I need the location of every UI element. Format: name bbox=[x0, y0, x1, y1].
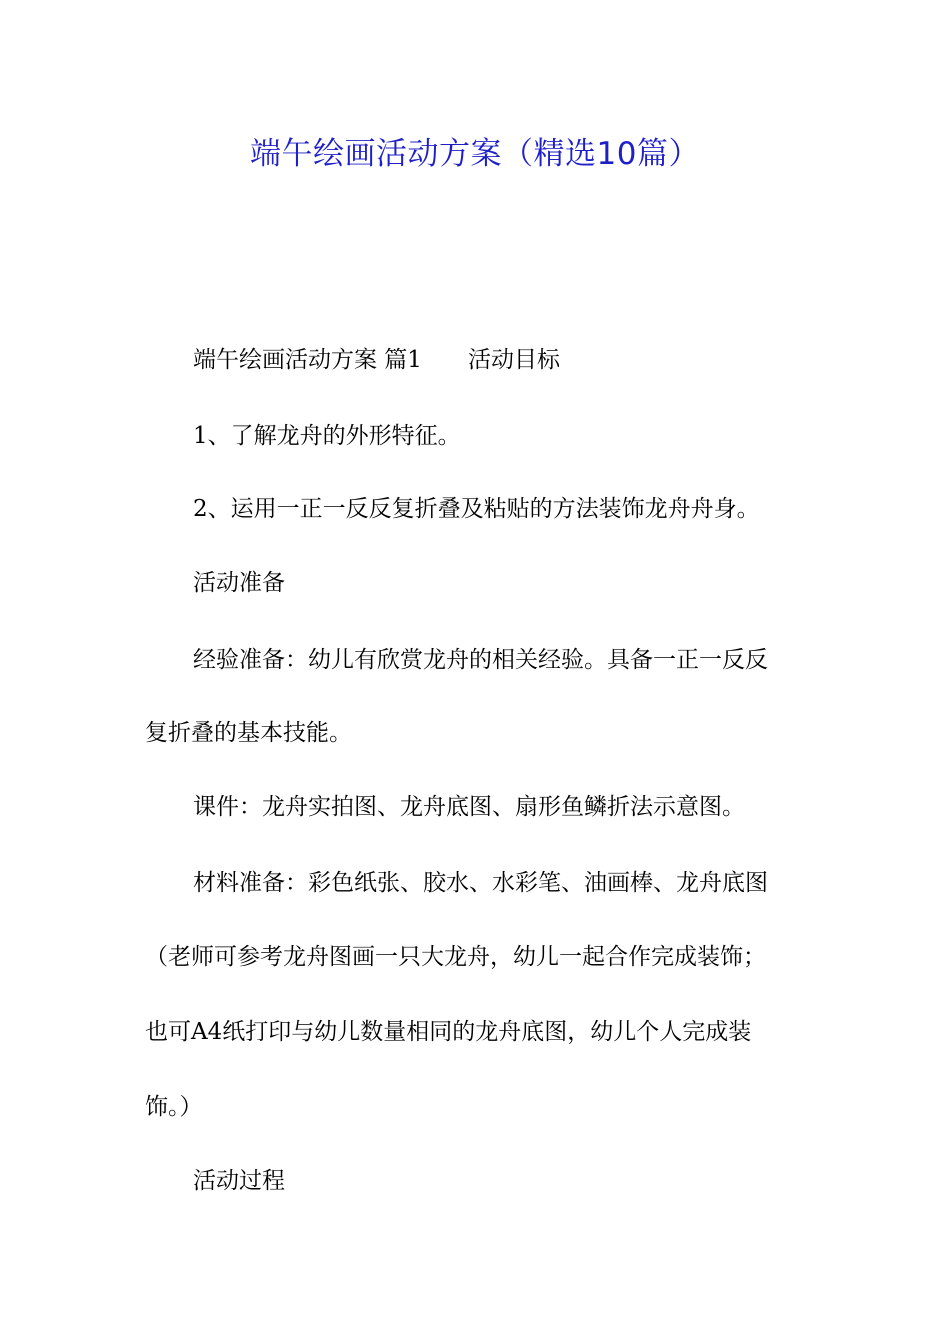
paragraph-experience-prep-cont: 复折叠的基本技能。 bbox=[145, 720, 352, 746]
section-heading-line bbox=[193, 345, 863, 375]
subheading-preparation: 活动准备 bbox=[193, 570, 285, 596]
paragraph-materials: 材料准备：彩色纸张、胶水、水彩笔、油画棒、龙舟底图 bbox=[193, 870, 768, 896]
paragraph-materials-cont-3: 饰。） bbox=[145, 1094, 203, 1120]
section-title: 端午绘画活动方案 篇1 bbox=[193, 347, 422, 373]
paragraph-goal-1: 1、了解龙舟的外形特征。 bbox=[193, 423, 461, 449]
paragraph-experience-prep: 经验准备：幼儿有欣赏龙舟的相关经验。具备一正一反反 bbox=[193, 647, 768, 673]
paragraph-materials-cont-1: （老师可参考龙舟图画一只大龙舟，幼儿一起合作完成装饰； bbox=[145, 944, 766, 970]
subsection-title: 活动目标 bbox=[467, 347, 560, 373]
paragraph-courseware: 课件：龙舟实拍图、龙舟底图、扇形鱼鳞折法示意图。 bbox=[193, 794, 745, 820]
document-title: 端午绘画活动方案（精选10篇） bbox=[250, 136, 700, 172]
subheading-process: 活动过程 bbox=[193, 1168, 285, 1194]
paragraph-materials-cont-2: 也可A4纸打印与幼儿数量相同的龙舟底图，幼儿个人完成装 bbox=[145, 1019, 752, 1045]
paragraph-goal-2: 2、运用一正一反反复折叠及粘贴的方法装饰龙舟舟身。 bbox=[193, 496, 760, 522]
